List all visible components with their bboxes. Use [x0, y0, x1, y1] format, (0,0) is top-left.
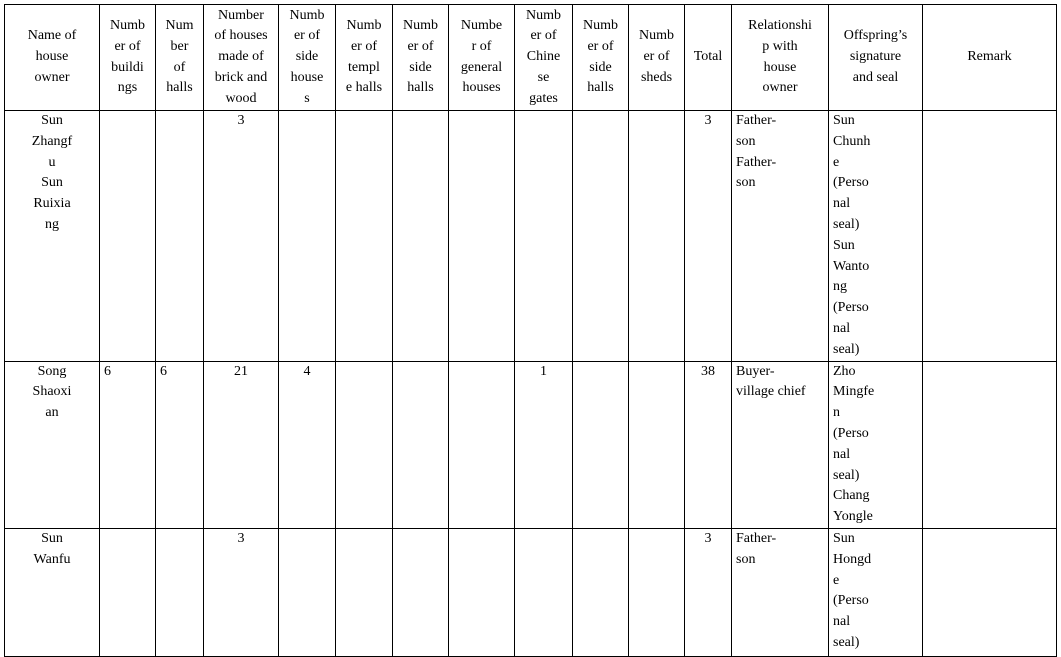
remark-cell — [923, 361, 1057, 528]
owner-name-cell: Song Shaoxi an — [5, 361, 100, 528]
relationship-cell: Father- son — [732, 528, 829, 656]
side-houses-cell — [279, 528, 336, 656]
header-relationship: Relationshi p with house owner — [732, 5, 829, 111]
header-side-halls: Numb er of side halls — [393, 5, 449, 111]
brick-wood-houses-cell: 21 — [204, 361, 279, 528]
temple-halls-cell — [336, 111, 393, 362]
owner-name-cell: Sun Zhangf u Sun Ruixia ng — [5, 111, 100, 362]
header-halls: Num ber of halls — [156, 5, 204, 111]
total-cell: 38 — [685, 361, 732, 528]
brick-wood-houses-cell: 3 — [204, 111, 279, 362]
header-side-houses: Numb er of side house s — [279, 5, 336, 111]
side-houses-cell — [279, 111, 336, 362]
halls-cell: 6 — [156, 361, 204, 528]
table-row — [5, 111, 1057, 362]
header-remark: Remark — [923, 5, 1057, 111]
header-chinese-gates: Numb er of Chine se gates — [515, 5, 573, 111]
buildings-cell — [100, 528, 156, 656]
general-houses-cell — [449, 528, 515, 656]
header-temple-halls: Numb er of templ e halls — [336, 5, 393, 111]
brick-wood-houses-cell: 3 — [204, 528, 279, 656]
side-halls-cell — [393, 361, 449, 528]
buildings-cell — [100, 111, 156, 362]
remark-cell — [923, 111, 1057, 362]
total-cell: 3 — [685, 111, 732, 362]
halls-cell — [156, 111, 204, 362]
table-row — [5, 528, 1057, 656]
chinese-gates-cell: 1 — [515, 361, 573, 528]
relationship-cell: Father- son Father- son — [732, 111, 829, 362]
signature-cell: Zho Mingfe n (Perso nal seal) Chang Yongle — [829, 361, 923, 528]
general-houses-cell — [449, 361, 515, 528]
side-halls-2-cell — [573, 528, 629, 656]
side-halls-2-cell — [573, 111, 629, 362]
header-owner-name: Name of house owner — [5, 5, 100, 111]
side-halls-cell — [393, 528, 449, 656]
halls-cell — [156, 528, 204, 656]
sheds-cell — [629, 528, 685, 656]
signature-cell: Sun Hongd e (Perso nal seal) — [829, 528, 923, 656]
side-halls-2-cell — [573, 361, 629, 528]
header-side-halls-2: Numb er of side halls — [573, 5, 629, 111]
relationship-cell: Buyer- village chief — [732, 361, 829, 528]
sheds-cell — [629, 111, 685, 362]
remark-cell — [923, 528, 1057, 656]
owner-name-cell: Sun Wanfu — [5, 528, 100, 656]
buildings-cell: 6 — [100, 361, 156, 528]
header-general-houses: Numbe r of general houses — [449, 5, 515, 111]
temple-halls-cell — [336, 528, 393, 656]
total-cell: 3 — [685, 528, 732, 656]
header-buildings: Numb er of buildi ngs — [100, 5, 156, 111]
header-row — [5, 5, 1057, 111]
header-brick-wood-houses: Number of houses made of brick and wood — [204, 5, 279, 111]
temple-halls-cell — [336, 361, 393, 528]
header-total: Total — [685, 5, 732, 111]
general-houses-cell — [449, 111, 515, 362]
chinese-gates-cell — [515, 528, 573, 656]
sheds-cell — [629, 361, 685, 528]
side-houses-cell: 4 — [279, 361, 336, 528]
signature-cell: Sun Chunh e (Perso nal seal) Sun Wanto ng (Perso nal seal) — [829, 111, 923, 362]
house-ownership-table — [4, 4, 1057, 657]
table-row — [5, 361, 1057, 528]
side-halls-cell — [393, 111, 449, 362]
chinese-gates-cell — [515, 111, 573, 362]
header-signature: Offspring’s signature and seal — [829, 5, 923, 111]
header-sheds: Numb er of sheds — [629, 5, 685, 111]
